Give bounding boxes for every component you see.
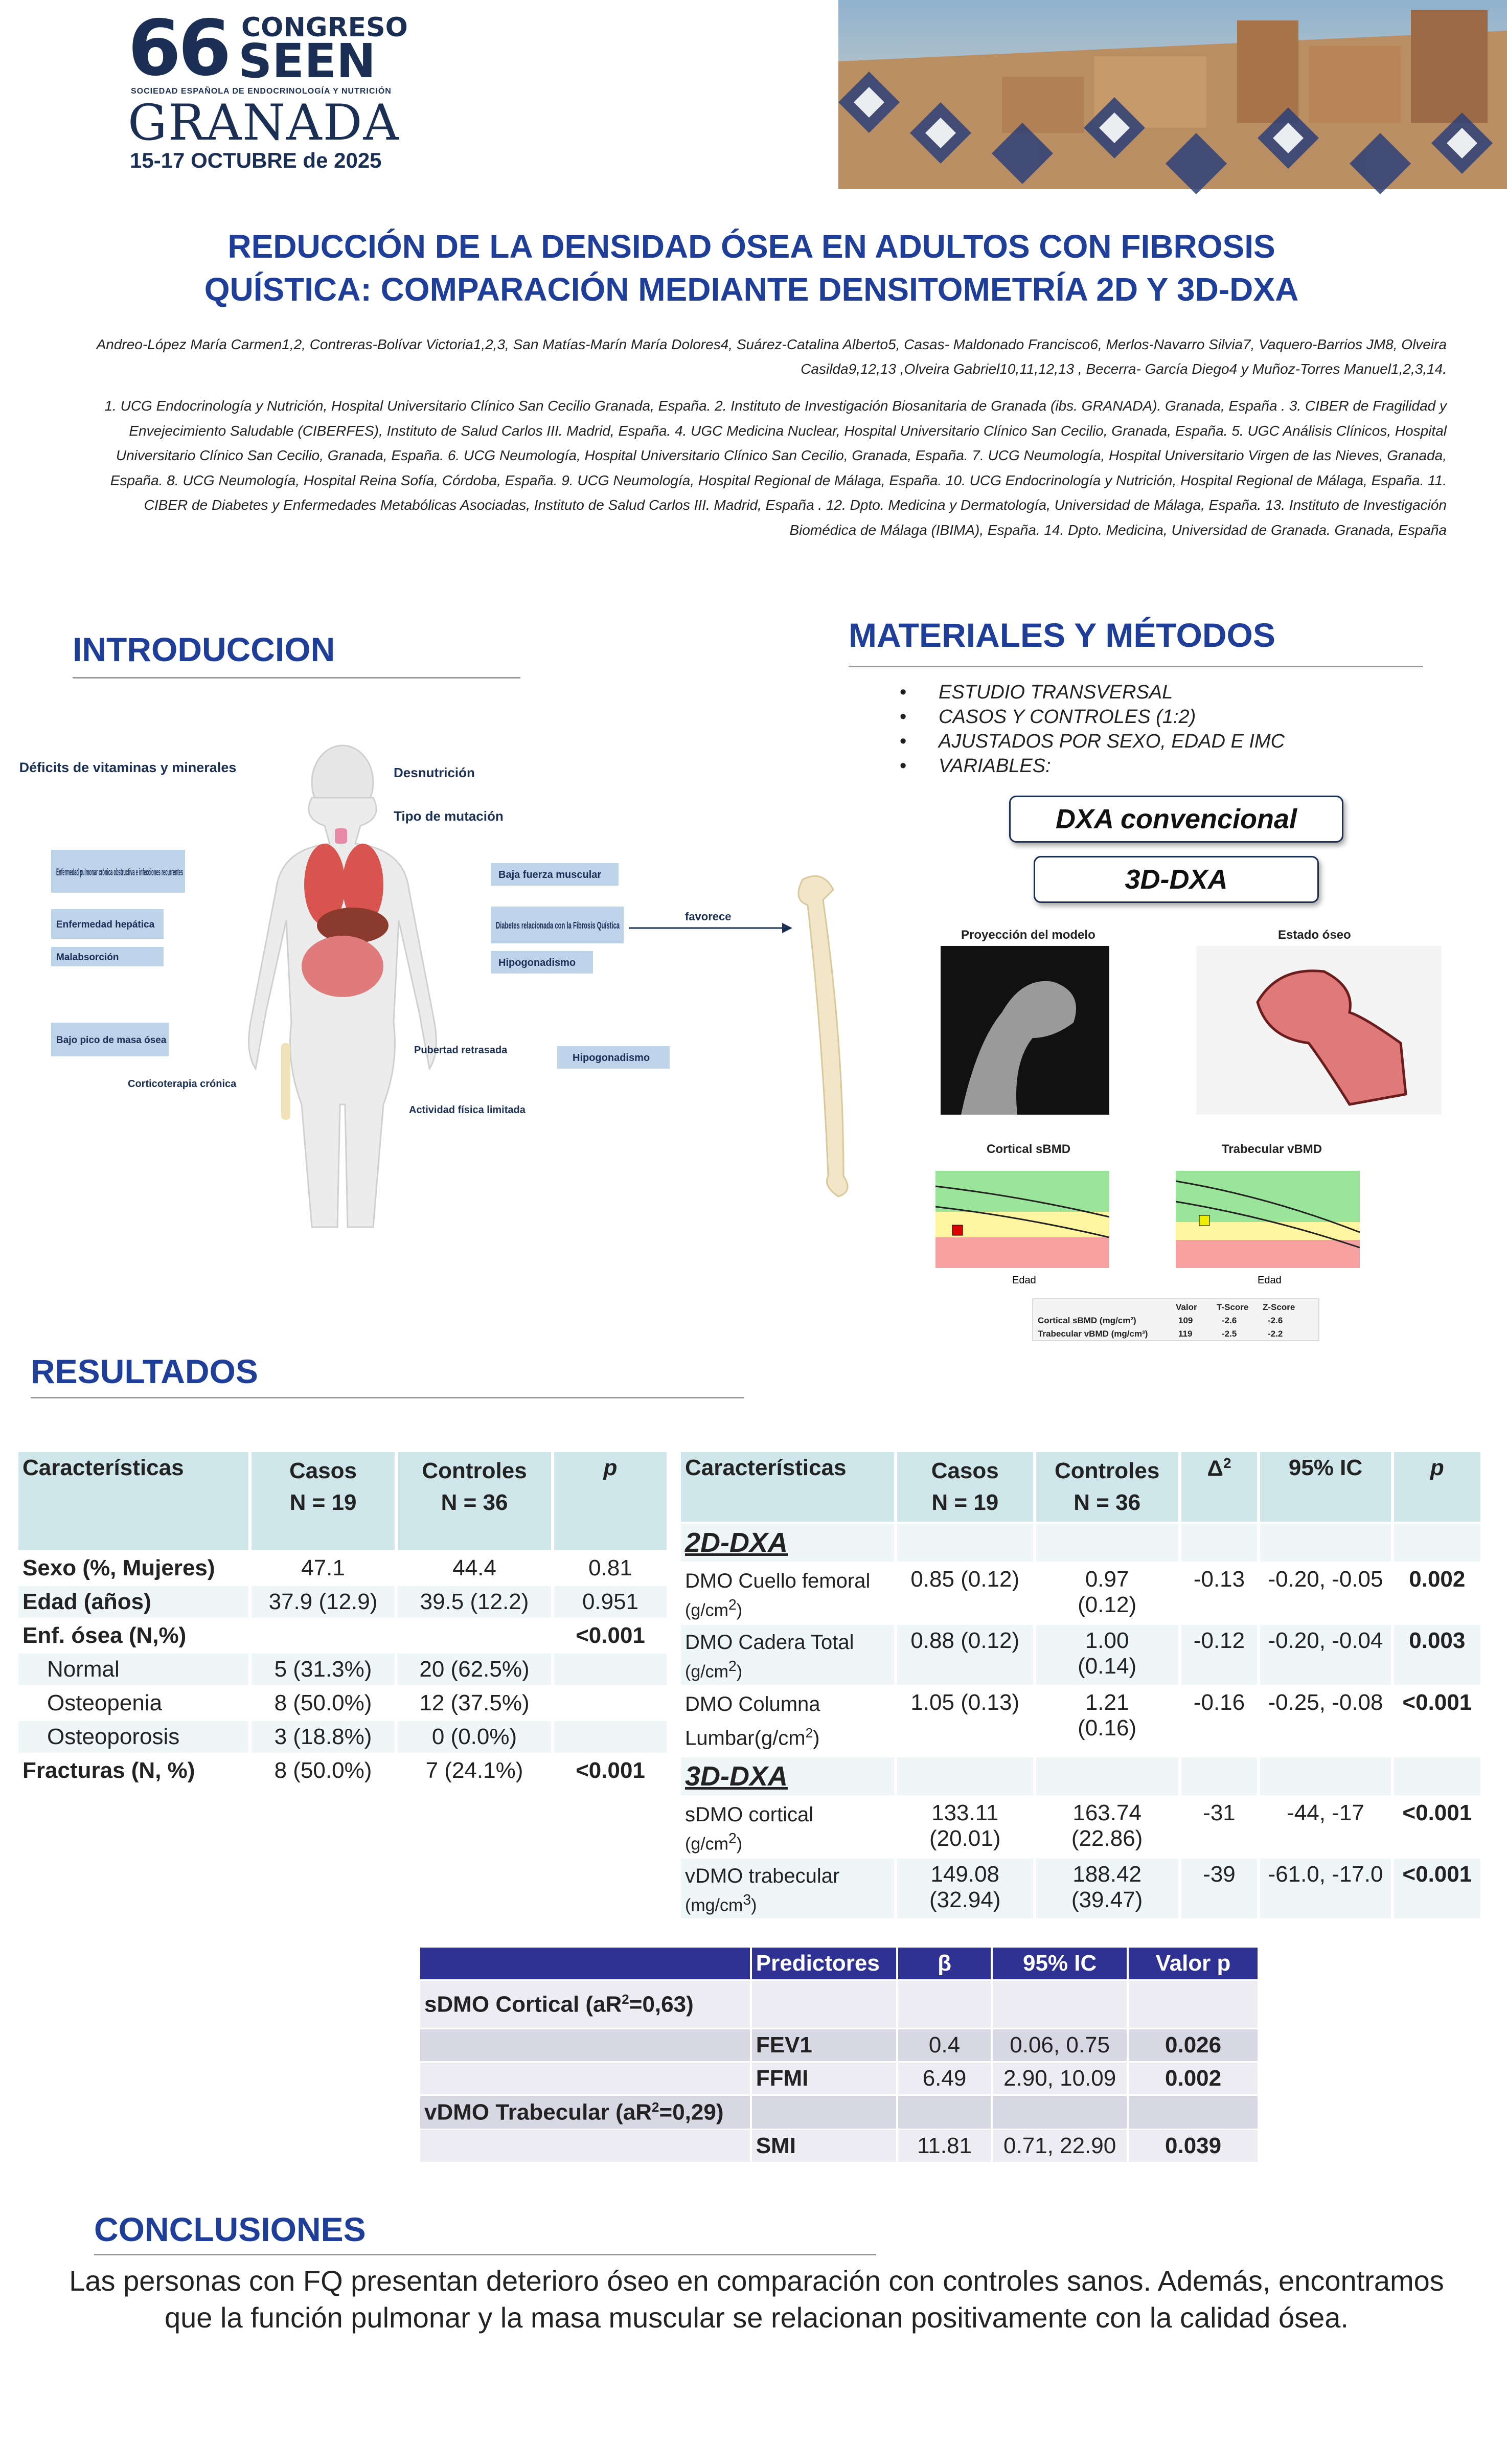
header-cell: Casos N = 19	[252, 1452, 395, 1550]
mini-table-cell: Trabecular vBMD (mg/cm³)	[1038, 1329, 1148, 1339]
model-row	[420, 2096, 1258, 2129]
table-row	[681, 1625, 1480, 1684]
section-divider	[73, 677, 520, 679]
header-cell: p	[554, 1452, 667, 1550]
title-line-2: QUÍSTICA: COMPARACIÓN MEDIANTE DENSITOMETRÍA 2D Y 3D-DXA	[204, 271, 1299, 308]
table-cell	[1129, 2096, 1258, 2129]
table-cell	[897, 1757, 1033, 1795]
label-deficits: Déficits de vitaminas y minerales	[19, 760, 237, 775]
table-cell	[398, 1620, 551, 1652]
table-row	[681, 1797, 1480, 1857]
header-cell: $\Delta^2$	[1181, 1452, 1258, 1522]
table-cell: 149.08 (32.94)	[897, 1859, 1033, 1918]
mini-table-cell: -2.6	[1268, 1316, 1283, 1325]
intestines	[302, 936, 383, 997]
mini-table-cell: -2.5	[1222, 1329, 1237, 1339]
table-row	[18, 1721, 667, 1753]
patient-marker	[952, 1225, 963, 1235]
header-cell: β	[898, 1948, 991, 1979]
table-cell: 0.4	[898, 2029, 991, 2061]
table-cell	[1181, 1524, 1258, 1562]
table-cell: DMO Cuello femoral $(g/cm^2)$	[681, 1564, 894, 1623]
mini-table-cell: 109	[1178, 1316, 1193, 1325]
table-cell	[1129, 1981, 1258, 2028]
table-cell: FEV1	[752, 2029, 896, 2061]
table-cell: 11.81	[898, 2130, 991, 2162]
table-cell: 188.42 (39.47)	[1036, 1859, 1178, 1918]
table-cell	[420, 2130, 750, 2162]
title-line-1: REDUCCIÓN DE LA DENSIDAD ÓSEA EN ADULTOS CON FIBROSIS	[227, 228, 1275, 265]
table-row	[18, 1687, 667, 1719]
table-cell: Fracturas (N, %)	[18, 1755, 248, 1787]
table-cell: 2D-DXA	[681, 1524, 894, 1562]
table-cell: -31	[1181, 1797, 1258, 1857]
mini-table-header: T-Score	[1217, 1302, 1249, 1312]
table-cell	[554, 1654, 667, 1685]
table-cell: 39.5 (12.2)	[398, 1586, 551, 1618]
table-cell: -0.16	[1181, 1687, 1258, 1755]
table-cell: 0.88 (0.12)	[897, 1625, 1033, 1684]
table-cell: DMO Columna $Lumbar(g/cm^2)$	[681, 1687, 894, 1755]
logo-society: SOCIEDAD ESPAÑOLA DE ENDOCRINOLOGÍA Y NUTRICIÓN	[131, 87, 392, 96]
mini-table-cell: -2.6	[1222, 1316, 1237, 1325]
section-divider	[94, 2254, 876, 2255]
section-methods-heading: MATERIALES Y MÉTODOS	[849, 616, 1275, 654]
header-cell: 95% IC	[1260, 1452, 1390, 1522]
table-cell: 3 (18.8%)	[252, 1721, 395, 1753]
logo-congreso: CONGRESO	[241, 12, 408, 43]
table-cell: 6.49	[898, 2063, 991, 2094]
table-cell: 37.9 (12.9)	[252, 1586, 395, 1618]
table-cell: -44, -17	[1260, 1797, 1390, 1857]
table-cell	[554, 1721, 667, 1753]
table-cell: 5 (31.3%)	[252, 1654, 395, 1685]
table-cell: Enf. ósea (N,%)	[18, 1620, 248, 1652]
trabecular-chart	[1176, 1171, 1360, 1286]
table-cell	[1181, 1757, 1258, 1795]
label-hipogonadismo-1: Hipogonadismo	[498, 957, 576, 968]
section-intro-heading: INTRODUCCION	[73, 630, 335, 668]
table-cell: 0.951	[554, 1586, 667, 1618]
mini-table-header: Valor	[1176, 1302, 1197, 1312]
label-hepatica: Enfermedad hepática	[56, 919, 155, 930]
table-cell: <0.001	[1394, 1687, 1480, 1755]
table-row	[681, 1859, 1480, 1918]
zone-normal	[935, 1171, 1109, 1212]
pill-dxa-convencional: DXA convencional	[1009, 796, 1343, 843]
thyroid	[335, 828, 347, 844]
table-cell: vDMO Trabecular $(aR^2=0,29)$	[420, 2096, 750, 2129]
table-cell	[1036, 1757, 1178, 1795]
table-row	[681, 1564, 1480, 1623]
table-cell: 0.002	[1129, 2063, 1258, 2094]
header-cell: Controles N = 36	[1036, 1452, 1178, 1522]
table-row	[420, 2130, 1258, 2162]
logo-city: GRANADA	[128, 94, 400, 151]
header-cell: Controles N = 36	[398, 1452, 551, 1550]
header-cell: p	[1394, 1452, 1480, 1522]
table-cell: 0.003	[1394, 1625, 1480, 1684]
label-hipogonadismo-2: Hipogonadismo	[573, 1052, 650, 1064]
bullet-item: • VARIABLES:	[900, 754, 1285, 778]
axis-label-edad: Edad	[1012, 1275, 1036, 1286]
table-cell: -0.20, -0.04	[1260, 1625, 1390, 1684]
table-cell: <0.001	[554, 1755, 667, 1787]
zone-normal	[1176, 1171, 1360, 1222]
mini-table-cell: -2.2	[1268, 1329, 1283, 1339]
table-cell: Edad (años)	[18, 1586, 248, 1618]
table-row	[18, 1654, 667, 1685]
header-cell: 95% IC	[993, 1948, 1127, 1979]
table-cell	[993, 1981, 1127, 2028]
header-cell: Características	[681, 1452, 894, 1522]
section-conclusions-heading: CONCLUSIONES	[94, 2210, 366, 2248]
table-demographics	[15, 1450, 670, 1789]
table-cell: Osteopenia	[18, 1687, 248, 1719]
header-cell: Características	[18, 1452, 248, 1550]
bone-arm	[281, 1043, 290, 1120]
table-cell	[1394, 1757, 1480, 1795]
table-cell: 20 (62.5%)	[398, 1654, 551, 1685]
table-cell: 47.1	[252, 1552, 395, 1584]
label-epoc: Enfermedad pulmonar crónica obstructiva e infecciones recurrentes	[56, 867, 183, 878]
table-cell: DMO Cadera Total $(g/cm^2)$	[681, 1625, 894, 1684]
authors: Andreo-López María Carmen1,2, Contreras-Bolívar Victoria1,2,3, San Matías-Marín María Dolores4, Suárez-Catalina Alberto5, Casas- Maldonado Francisco6, Merlos-Navarro Silvia7, Vaquero-Barrios JM8, Olveira Casilda9,12,13 ,Olveira Gabriel10,11,12,13 , Becerra- García Diego4 y Muñoz-Torres Manuel1,2,3,14.	[96, 336, 1447, 377]
table-cell	[898, 1981, 991, 2028]
methods-bullet-list	[900, 680, 1285, 778]
table-cell: 8 (50.0%)	[252, 1755, 395, 1787]
table-cell	[252, 1620, 395, 1652]
cortical-chart	[935, 1171, 1109, 1286]
logo-dates: 15-17 OCTUBRE de 2025	[130, 148, 382, 172]
bullet-item: • CASOS Y CONTROLES (1:2)	[900, 705, 1285, 729]
table-cell	[897, 1524, 1033, 1562]
table-cell	[898, 2096, 991, 2129]
section-divider	[849, 666, 1423, 667]
table-cell: FFMI	[752, 2063, 896, 2094]
table-cell	[1260, 1524, 1390, 1562]
label-pico-masa: Bajo pico de masa ósea	[56, 1035, 167, 1046]
zone-osteoporosis	[935, 1237, 1109, 1268]
table-cell: 0.85 (0.12)	[897, 1564, 1033, 1623]
table-cell: 3D-DXA	[681, 1757, 894, 1795]
table-cell: 0.026	[1129, 2029, 1258, 2061]
table-cell	[1036, 1524, 1178, 1562]
section-divider	[31, 1397, 744, 1398]
table-cell: 0.002	[1394, 1564, 1480, 1623]
table-cell: 0.81	[554, 1552, 667, 1584]
table-cell: 0.06, 0.75	[993, 2029, 1127, 2061]
table-regression	[418, 1946, 1260, 2163]
table-row	[420, 2063, 1258, 2094]
logo-number: 66	[128, 4, 229, 93]
table-cell: 1.05 (0.13)	[897, 1687, 1033, 1755]
label-trabecular-title: Trabecular vBMD	[1222, 1142, 1322, 1156]
methods-mini-table	[1033, 1299, 1319, 1341]
axis-label-edad: Edad	[1258, 1275, 1282, 1286]
table-row	[681, 1687, 1480, 1755]
header-banner-image	[838, 0, 1507, 189]
bullet-item: • ESTUDIO TRANSVERSAL	[900, 680, 1285, 705]
label-favorece: favorece	[685, 910, 732, 923]
table-dxa-results	[678, 1450, 1483, 1920]
table-cell: 163.74 (22.86)	[1036, 1797, 1178, 1857]
table-cell: 8 (50.0%)	[252, 1687, 395, 1719]
table-cell: -61.0, -17.0	[1260, 1859, 1390, 1918]
methods-figure	[889, 910, 1462, 1375]
header-cell: Valor p	[1129, 1948, 1258, 1979]
section-row	[681, 1757, 1480, 1795]
label-cortical-title: Cortical sBMD	[987, 1142, 1071, 1156]
table-cell: 0.039	[1129, 2130, 1258, 2162]
table-cell: 0.97 (0.12)	[1036, 1564, 1178, 1623]
label-corticoterapia: Corticoterapia crónica	[128, 1078, 237, 1090]
header-cell: Predictores	[752, 1948, 896, 1979]
table-cell: sDMO Cortical $(aR^2=0,63)$	[420, 1981, 750, 2028]
table-cell	[752, 2096, 896, 2129]
table-cell	[554, 1687, 667, 1719]
table-cell: SMI	[752, 2130, 896, 2162]
label-diabetes: Diabetes relacionada con la Fibrosis Quística	[496, 920, 620, 931]
label-estado-oseo: Estado óseo	[1278, 928, 1351, 942]
poster-title	[61, 225, 1442, 311]
table-row	[18, 1586, 667, 1618]
model-row	[420, 1981, 1258, 2028]
table-cell	[420, 1948, 750, 1979]
table-row	[420, 2029, 1258, 2061]
table-cell: -0.25, -0.08	[1260, 1687, 1390, 1755]
table-cell: -0.12	[1181, 1625, 1258, 1684]
mini-table-cell: Cortical sBMD (mg/cm²)	[1038, 1316, 1136, 1325]
table-header-row	[420, 1948, 1258, 1979]
table-header-row	[681, 1452, 1480, 1522]
table-cell: Sexo (%, Mujeres)	[18, 1552, 248, 1584]
table-cell: 133.11 (20.01)	[897, 1797, 1033, 1857]
table-cell	[1394, 1524, 1480, 1562]
table-cell: 0.71, 22.90	[993, 2130, 1127, 2162]
table-cell: -39	[1181, 1859, 1258, 1918]
table-cell: 12 (37.5%)	[398, 1687, 551, 1719]
label-malabsorcion: Malabsorción	[56, 952, 119, 963]
conclusion-text: Las personas con FQ presentan deterioro óseo en comparación con controles sanos. Además, encontramos que la función pulmonar y la masa muscular se relacionan positivamente con la calidad ósea.	[69, 2265, 1444, 2334]
mini-table-header: Z-Score	[1263, 1302, 1295, 1312]
table-cell	[420, 2063, 750, 2094]
pill-3d-dxa: 3D-DXA	[1034, 856, 1319, 903]
zone-osteoporosis	[1176, 1240, 1360, 1268]
bullet-item: • AJUSTADOS POR SEXO, EDAD E IMC	[900, 729, 1285, 754]
patient-marker	[1199, 1215, 1209, 1226]
table-cell: 7 (24.1%)	[398, 1755, 551, 1787]
label-tipo-mutacion: Tipo de mutación	[394, 808, 504, 824]
label-proyeccion: Proyección del modelo	[961, 928, 1095, 942]
table-cell: 2.90, 10.09	[993, 2063, 1127, 2094]
table-cell: 1.00 (0.14)	[1036, 1625, 1178, 1684]
label-baja-fuerza: Baja fuerza muscular	[498, 869, 602, 880]
table-cell: 44.4	[398, 1552, 551, 1584]
femur-image	[798, 876, 848, 1196]
affiliations: 1. UCG Endocrinología y Nutrición, Hospital Universitario Clínico San Cecilio Granada, España. 2. Instituto de Investigación Biosanitaria de Granada (ibs. GRANADA). Granada, España . 3. CIBER de Fragilidad y Envejecimiento Saludable (CIBERFES), Instituto de Salud Carlos III. Madrid, España. 4. UGC Medicina Nuclear, Hospital Universitario Clínico San Cecilio, Granada, España. 5. UGC Análisis Clínicos, Hospital Universitario Clínico San Cecilio, Granada, España. 6. UCG Neumología, Hospital Universitario Clínico San Cecilio, Granada, España. 7. UCG Neumología, Hospital Universitario Virgen de las Nieves, Granada, España. 8. UCG Neumología, Hospital Reina Sofía, Córdoba, España. 9. UCG Neumología, Hospital Regional de Málaga, España. 10. UCG Endocrinología y Nutrición, Hospital Regional de Málaga, España. 11. CIBER de Diabetes y Enfermedades Metabólicas Asociadas, Instituto de Salud Carlos III. Madrid, España . 12. Dpto. Medicina y Dermatología, Universidad de Málaga, España. 13. Instituto de Investigación Biomédica de Málaga (IBIMA), España. 14. Dpto. Medicina, Universidad de Granada. Granada, España	[104, 398, 1447, 538]
body-silhouette	[249, 798, 437, 1227]
table-cell	[1260, 1757, 1390, 1795]
table-cell	[420, 2029, 750, 2061]
table-cell: <0.001	[1394, 1859, 1480, 1918]
mini-table-cell: 119	[1178, 1329, 1193, 1339]
table-header-row	[18, 1452, 667, 1550]
table-row	[18, 1552, 667, 1584]
table-cell: sDMO cortical $(g/cm^2)$	[681, 1797, 894, 1857]
table-cell: Normal	[18, 1654, 248, 1685]
table-cell	[752, 1981, 896, 2028]
header-cell: Casos N = 19	[897, 1452, 1033, 1522]
table-cell	[993, 2096, 1127, 2129]
table-cell: -0.20, -0.05	[1260, 1564, 1390, 1623]
table-cell: -0.13	[1181, 1564, 1258, 1623]
arrow-head-icon	[782, 923, 792, 933]
table-cell: <0.001	[1394, 1797, 1480, 1857]
logo-seen: SEEN	[238, 34, 376, 88]
table-cell: Osteoporosis	[18, 1721, 248, 1753]
table-row	[18, 1620, 667, 1652]
label-pubertad: Pubertad retrasada	[414, 1045, 508, 1056]
table-cell: 1.21 (0.16)	[1036, 1687, 1178, 1755]
table-cell: <0.001	[554, 1620, 667, 1652]
table-cell: 0 (0.0%)	[398, 1721, 551, 1753]
intro-figure	[19, 736, 864, 1237]
section-results-heading: RESULTADOS	[31, 1352, 258, 1390]
table-cell: vDMO trabecular $(mg/cm^3)$	[681, 1859, 894, 1918]
table-row	[18, 1755, 667, 1787]
section-row	[681, 1524, 1480, 1562]
label-desnutricion: Desnutrición	[394, 765, 475, 780]
label-actividad: Actividad física limitada	[409, 1104, 526, 1116]
